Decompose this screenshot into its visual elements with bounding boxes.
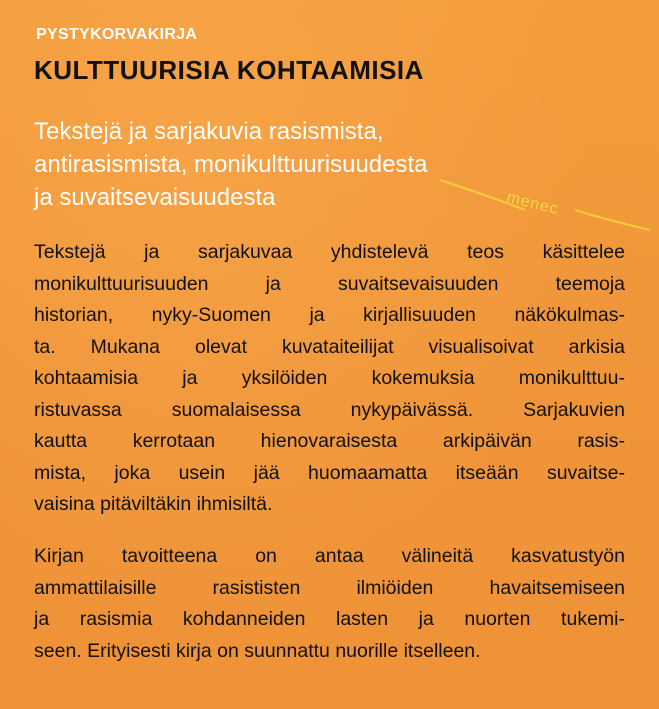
paragraph-line: historian, nyky-Suomen ja kirjallisuuden näkökulmas- <box>34 304 625 326</box>
subtitle-line: Tekstejä ja sarjakuvia rasismista, <box>34 118 384 145</box>
paragraph-line: monikulttuurisuuden ja suvaitsevaisuuden teemoja <box>34 272 625 295</box>
paragraph-line: ristuvassa suomalaisessa nykypäivässä. Sarjakuvien <box>34 398 625 421</box>
subtitle-line: antirasismista, monikulttuurisuudesta <box>34 151 428 178</box>
paragraph-line: ta. Mukana olevat kuvataiteilijat visualisoivat arkisia <box>34 335 625 358</box>
paragraph-line: kautta kerrotaan hienovaraisesta arkipäivän rasis- <box>34 430 625 452</box>
paragraph-line: mista, joka usein jää huomaamatta itseään suvaitse- <box>34 461 625 484</box>
description-paragraph-2 <box>34 541 625 667</box>
paragraph-line: vaisina pitäviltäkin ihmisiltä. <box>34 493 273 515</box>
subtitle-line: ja suvaitsevaisuudesta <box>34 184 276 211</box>
description-paragraph-1 <box>34 237 625 521</box>
paragraph-line: kohtaamisia ja yksilöiden kokemuksia monikulttuu- <box>34 367 625 389</box>
book-title: KULTTUURISIA KOHTAAMISIA <box>34 55 424 85</box>
paragraph-line: ammattilaisille rasististen ilmiöiden havaitsemiseen <box>34 576 625 599</box>
paragraph-line: Kirjan tavoitteena on antaa välineitä kasvatustyön <box>34 545 625 567</box>
paragraph-line: Tekstejä ja sarjakuvaa yhdistelevä teos käsittelee <box>34 241 625 263</box>
paragraph-line: ja rasismia kohdanneiden lasten ja nuorten tukemi- <box>34 608 625 630</box>
handwritten-mark: menec <box>504 188 561 219</box>
paragraph-line: seen. Erityisesti kirja on suunnattu nuorille itselleen. <box>34 639 481 662</box>
series-label: PYSTYKORVAKIRJA <box>36 26 198 43</box>
